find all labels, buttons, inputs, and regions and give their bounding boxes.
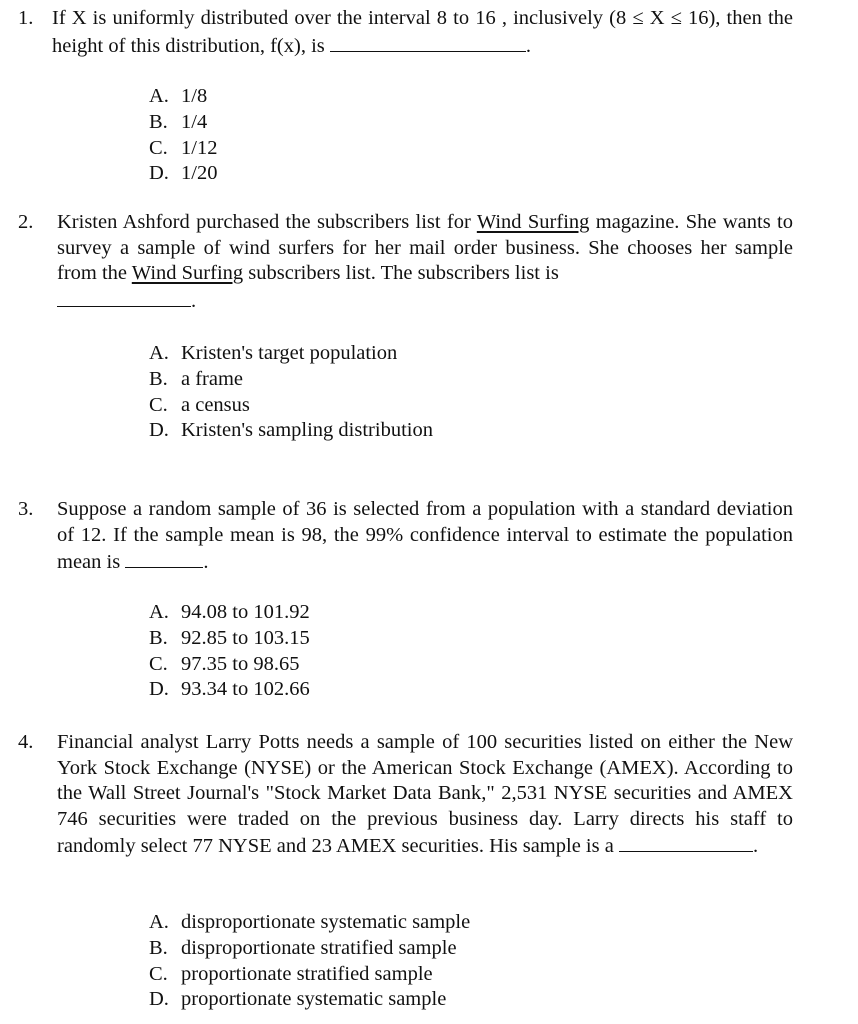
answer-blank — [330, 32, 526, 52]
option-d[interactable] — [149, 161, 217, 187]
option-text: disproportionate stratified sample — [181, 936, 457, 959]
stem-period: . — [525, 34, 531, 57]
option-text: 94.08 to 101.92 — [181, 601, 310, 623]
question-stem — [52, 6, 793, 59]
option-c[interactable] — [149, 652, 310, 678]
stem-period: . — [203, 551, 209, 573]
question-number: 1. — [18, 7, 34, 29]
option-text: 1/20 — [181, 162, 218, 185]
option-text: Kristen's target population — [181, 342, 398, 364]
option-letter: A. — [149, 601, 169, 623]
option-text: disproportionate systematic sample — [181, 911, 471, 933]
option-b[interactable] — [149, 626, 310, 652]
option-letter: C. — [149, 652, 168, 675]
option-letter: B. — [149, 367, 168, 390]
question-stem — [57, 730, 793, 860]
option-a[interactable] — [149, 910, 470, 936]
option-letter: D. — [149, 162, 169, 185]
option-d[interactable] — [149, 418, 433, 444]
option-letter: D. — [149, 678, 169, 701]
answer-blank — [125, 548, 203, 568]
magazine-title: Wind Surfing — [476, 211, 590, 233]
option-b[interactable] — [149, 367, 433, 393]
answer-options — [149, 341, 433, 444]
answer-options — [149, 84, 217, 187]
stem-period: . — [191, 289, 197, 312]
stem-text: magazine. She wants to survey a sample of wind surfers for her mail order business. She chooses her sample from the — [57, 211, 793, 284]
question-stem — [57, 210, 793, 314]
answer-blank — [619, 832, 753, 852]
option-a[interactable] — [149, 600, 310, 626]
option-text: 92.85 to 103.15 — [181, 626, 310, 649]
stem-text: subscribers list. The subscribers list is — [248, 262, 559, 284]
stem-text: Financial analyst Larry Potts needs a sample of 100 securities listed on either the New York Stock Exchange (NYSE) or the American Stock Exchange (AMEX). According to the Wall Street Journal's "Stock Market Data Bank," 2,531 NYSE securities and AMEX 746 securities were traded on the previous business day. Larry directs his staff to randomly select 77 NYSE and 23 AMEX securities. His sample is a — [57, 731, 793, 857]
answer-options — [149, 910, 470, 1013]
question-number: 3. — [18, 498, 34, 520]
option-b[interactable] — [149, 110, 217, 136]
option-text: 1/4 — [181, 110, 208, 133]
option-text: a census — [181, 393, 250, 416]
option-c[interactable] — [149, 393, 433, 419]
option-text: 93.34 to 102.66 — [181, 678, 310, 701]
option-c[interactable] — [149, 136, 217, 162]
option-letter: D. — [149, 988, 169, 1011]
question-number: 2. — [18, 211, 34, 233]
option-a[interactable] — [149, 341, 433, 367]
option-a[interactable] — [149, 84, 217, 110]
question-number: 4. — [18, 731, 34, 753]
option-d[interactable] — [149, 677, 310, 703]
option-text: 1/12 — [181, 136, 218, 159]
option-letter: B. — [149, 110, 168, 133]
option-text: 1/8 — [181, 85, 208, 107]
option-text: Kristen's sampling distribution — [181, 419, 433, 442]
stem-text: If X is uniformly distributed over the interval 8 to 16 , inclusively (8 ≤ X ≤ 16), then the height of this distribution, f(x), is — [52, 7, 793, 57]
option-c[interactable] — [149, 962, 470, 988]
option-text: proportionate stratified sample — [181, 962, 433, 985]
option-b[interactable] — [149, 936, 470, 962]
answer-options — [149, 600, 310, 703]
option-letter: A. — [149, 342, 169, 364]
option-letter: A. — [149, 911, 169, 933]
answer-blank — [57, 287, 191, 307]
stem-period: . — [752, 835, 759, 857]
option-d[interactable] — [149, 987, 470, 1013]
option-text: 97.35 to 98.65 — [181, 652, 300, 675]
option-text: a frame — [181, 367, 244, 390]
option-text: proportionate systematic sample — [181, 988, 447, 1011]
stem-text: Suppose a random sample of 36 is selected from a population with a standard deviation of 12. If the sample mean is 98, the 99% confidence interval to estimate the population mean is — [57, 498, 793, 573]
option-letter: C. — [149, 136, 168, 159]
question-stem — [57, 497, 793, 576]
option-letter: B. — [149, 626, 168, 649]
option-letter: C. — [149, 962, 168, 985]
stem-text: Kristen Ashford purchased the subscribers list for — [57, 211, 471, 233]
option-letter: A. — [149, 85, 169, 107]
option-letter: B. — [149, 936, 168, 959]
option-letter: D. — [149, 419, 169, 442]
magazine-title: Wind Surfing — [131, 262, 244, 284]
option-letter: C. — [149, 393, 168, 416]
